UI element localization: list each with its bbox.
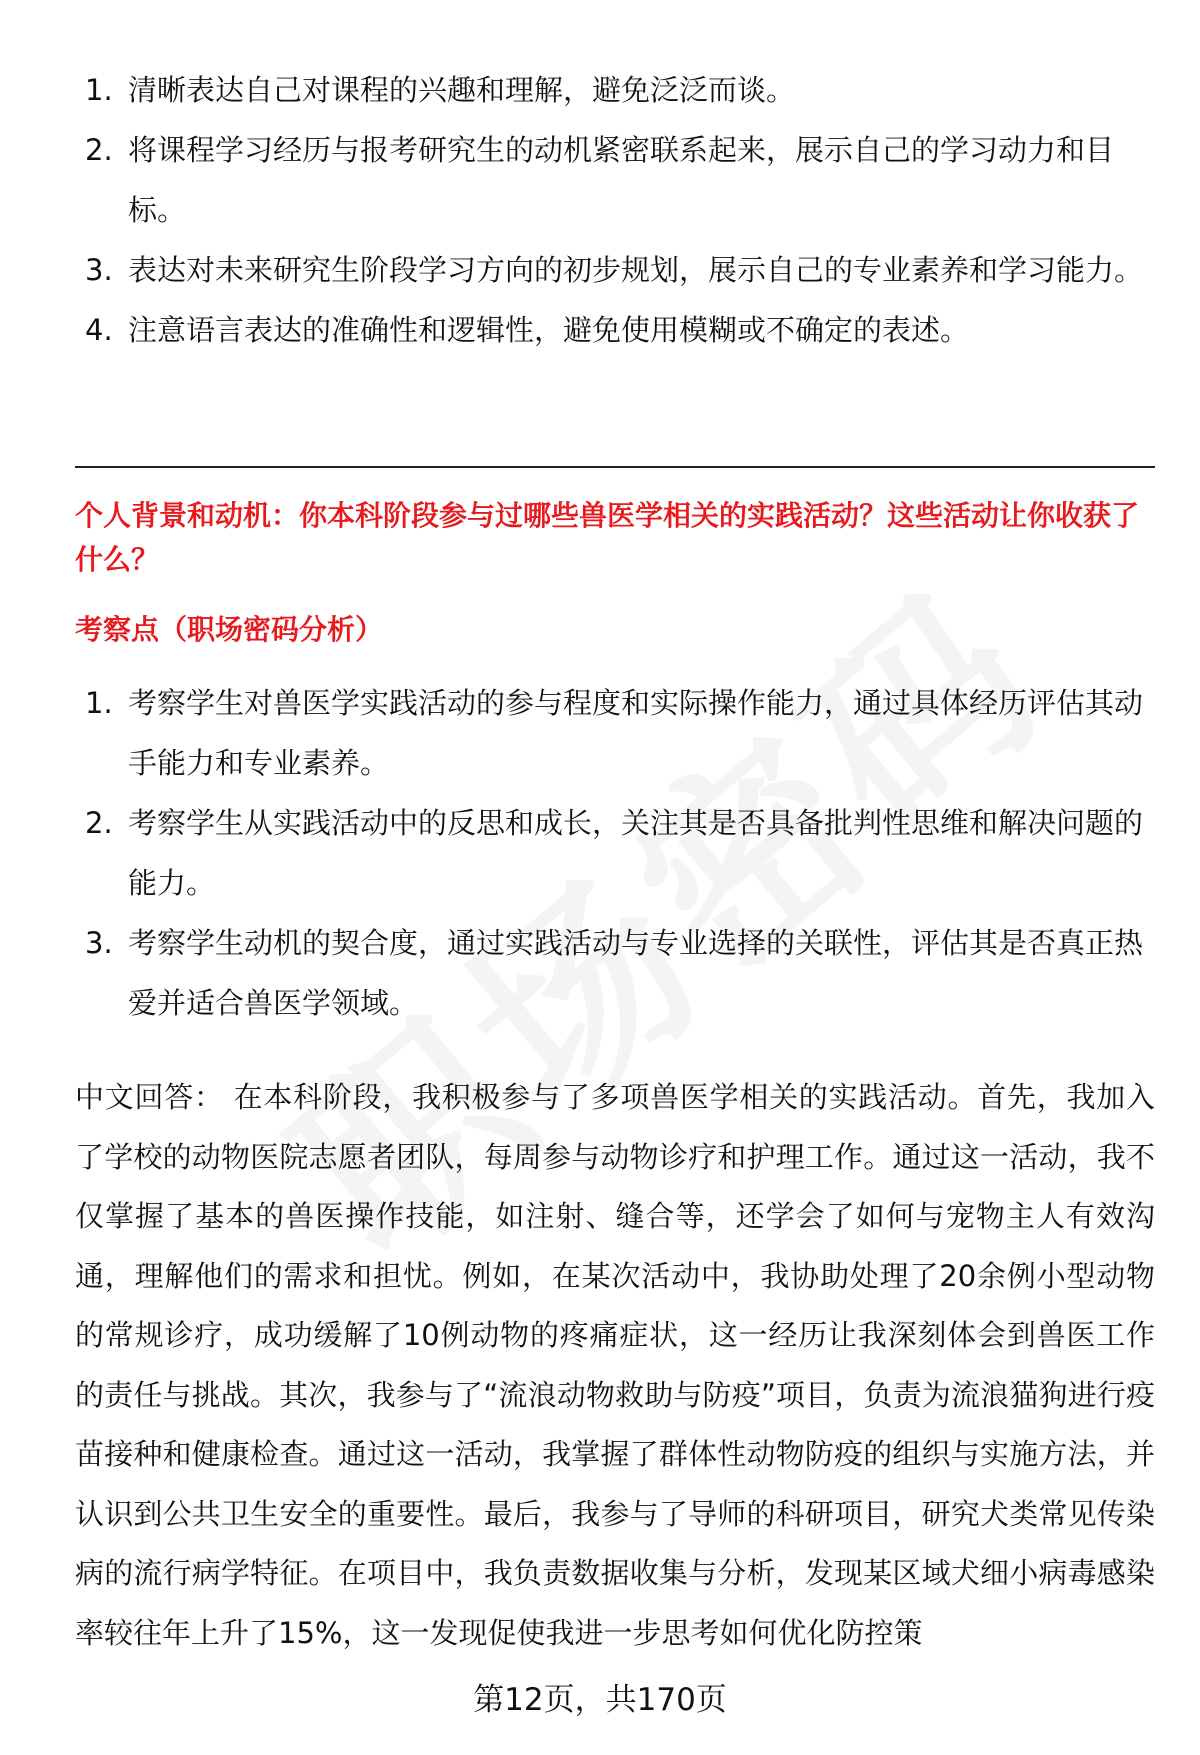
list-item xyxy=(75,913,1155,1033)
list-number: 4. xyxy=(85,313,113,347)
list-item xyxy=(75,240,1155,300)
intro-list xyxy=(75,60,1155,360)
question-heading: 个人背景和动机：你本科阶段参与过哪些兽医学相关的实践活动？这些活动让你收获了什么？ xyxy=(75,499,1140,576)
list-text: 考察学生动机的契合度，通过实践活动与专业选择的关联性，评估其是否真正热爱并适合兽医学领域。 xyxy=(128,926,1144,1020)
list-number: 1. xyxy=(85,73,113,107)
list-text: 注意语言表达的准确性和逻辑性，避免使用模糊或不确定的表述。 xyxy=(128,313,970,347)
list-item xyxy=(75,120,1155,240)
section-divider xyxy=(75,466,1155,468)
list-number: 2. xyxy=(85,133,113,167)
list-text: 表达对未来研究生阶段学习方向的初步规划，展示自己的专业素养和学习能力。 xyxy=(128,253,1144,287)
list-item xyxy=(75,60,1155,120)
answer-paragraph: 中文回答： 在本科阶段，我积极参与了多项兽医学相关的实践活动。首先，我加入了学校的动物医院志愿者团队，每周参与动物诊疗和护理工作。通过这一活动，我不仅掌握了基本的兽医操作技能，如注射、缝合等，还学会了如何与宠物主人有效沟通，理解他们的需求和担忧。例如，在某次活动中，我协助处理了20余例小型动物的常规诊疗，成功缓解了10例动物的疼痛症状，这一经历让我深刻体会到兽医工作的责任与挑战。其次，我参与了“流浪动物救助与防疫”项目，负责为流浪猫狗进行疫苗接种和健康检查。通过这一活动，我掌握了群体性动物防疫的组织与实施方法，并认识到公共卫生安全的重要性。最后，我参与了导师的科研项目，研究犬类常见传染病的流行病学特征。在项目中，我负责数据收集与分析，发现某区域犬细小病毒感染率较往年上升了15%，这一发现促使我进一步思考如何优化防控策 xyxy=(75,1080,1155,1650)
list-number: 1. xyxy=(85,686,113,720)
page-footer: 第12页，共170页 xyxy=(473,1682,727,1718)
list-item xyxy=(75,673,1155,793)
list-number: 2. xyxy=(85,806,113,840)
list-item xyxy=(75,793,1155,913)
list-item xyxy=(75,300,1155,360)
list-text: 考察学生从实践活动中的反思和成长，关注其是否具备批判性思维和解决问题的能力。 xyxy=(128,806,1144,900)
list-text: 将课程学习经历与报考研究生的动机紧密联系起来，展示自己的学习动力和目标。 xyxy=(128,133,1115,227)
list-text: 清晰表达自己对课程的兴趣和理解，避免泛泛而谈。 xyxy=(128,73,796,107)
list-number: 3. xyxy=(85,926,113,960)
assessment-heading: 考察点（职场密码分析） xyxy=(75,613,384,646)
assessment-list xyxy=(75,673,1155,1033)
list-text: 考察学生对兽医学实践活动的参与程度和实际操作能力，通过具体经历评估其动手能力和专业素养。 xyxy=(128,686,1144,780)
list-number: 3. xyxy=(85,253,113,287)
